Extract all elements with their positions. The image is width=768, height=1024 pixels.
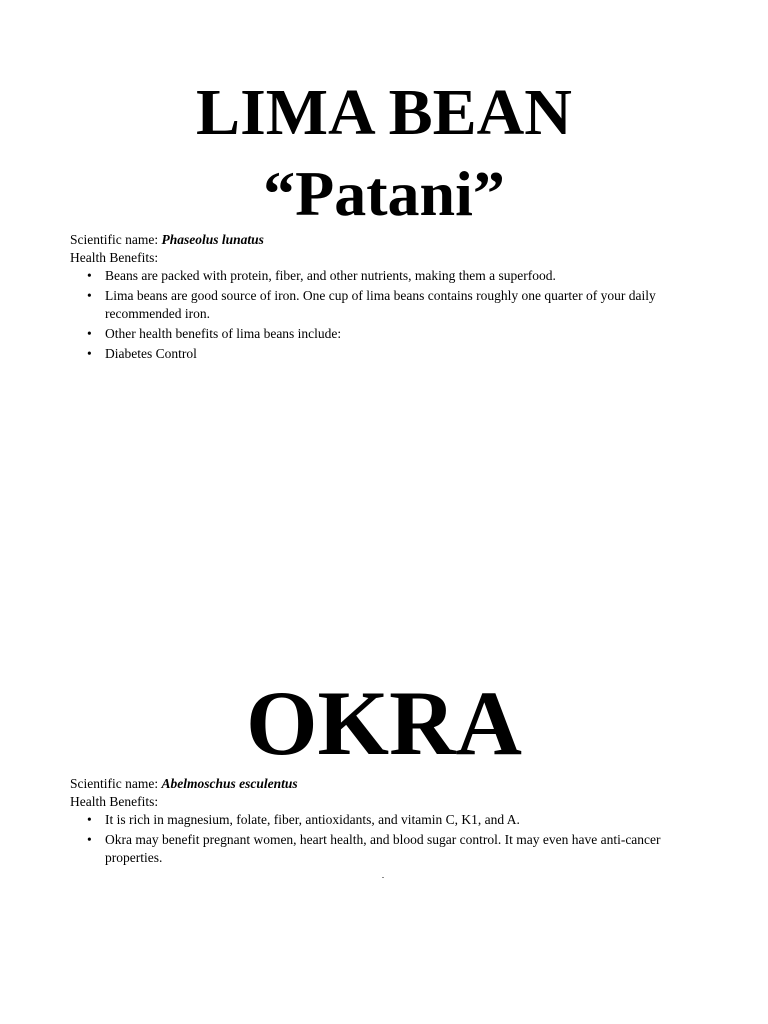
list-item	[87, 811, 710, 829]
scientific-name-value: Phaseolus lunatus	[161, 232, 264, 247]
okra-title: OKRA	[246, 672, 522, 774]
okra-benefits-list	[70, 811, 710, 867]
benefit-text: Lima beans are good source of iron. One cup of lima beans contains roughly one quarter of your daily recommended iron.	[105, 288, 656, 321]
lima-bean-details	[70, 231, 710, 365]
bullet-icon: •	[87, 268, 92, 283]
bullet-icon: •	[87, 346, 92, 361]
benefit-text: Other health benefits of lima beans include:	[105, 326, 342, 341]
bullet-icon: •	[87, 832, 92, 847]
scientific-name-label: Scientific name:	[70, 232, 162, 247]
stray-mark	[382, 877, 384, 878]
lima-bean-local-name: “Patani”	[263, 158, 505, 229]
benefit-text: Beans are packed with protein, fiber, and other nutrients, making them a superfood.	[105, 268, 556, 283]
bullet-icon: •	[87, 288, 92, 303]
okra-scientific-name-line	[70, 775, 710, 793]
okra-details	[70, 775, 710, 869]
list-item	[87, 267, 710, 285]
benefit-text: Okra may benefit pregnant women, heart health, and blood sugar control. It may even have anti-cancer properties.	[105, 832, 661, 865]
lima-benefits-list	[70, 267, 710, 363]
health-benefits-label: Health Benefits:	[70, 794, 159, 809]
bullet-icon: •	[87, 326, 92, 341]
health-benefits-label: Health Benefits:	[70, 250, 159, 265]
lima-bean-title: LIMA BEAN	[196, 76, 572, 149]
list-item	[87, 325, 710, 343]
scientific-name-value: Abelmoschus esculentus	[161, 776, 298, 791]
benefit-text: It is rich in magnesium, folate, fiber, antioxidants, and vitamin C, K1, and A.	[105, 812, 520, 827]
bullet-icon: •	[87, 812, 92, 827]
benefit-text: Diabetes Control	[105, 346, 197, 361]
scientific-name-label: Scientific name:	[70, 776, 162, 791]
list-item	[87, 287, 710, 323]
lima-scientific-name-line	[70, 231, 710, 249]
list-item	[87, 831, 710, 867]
list-item	[87, 345, 710, 363]
